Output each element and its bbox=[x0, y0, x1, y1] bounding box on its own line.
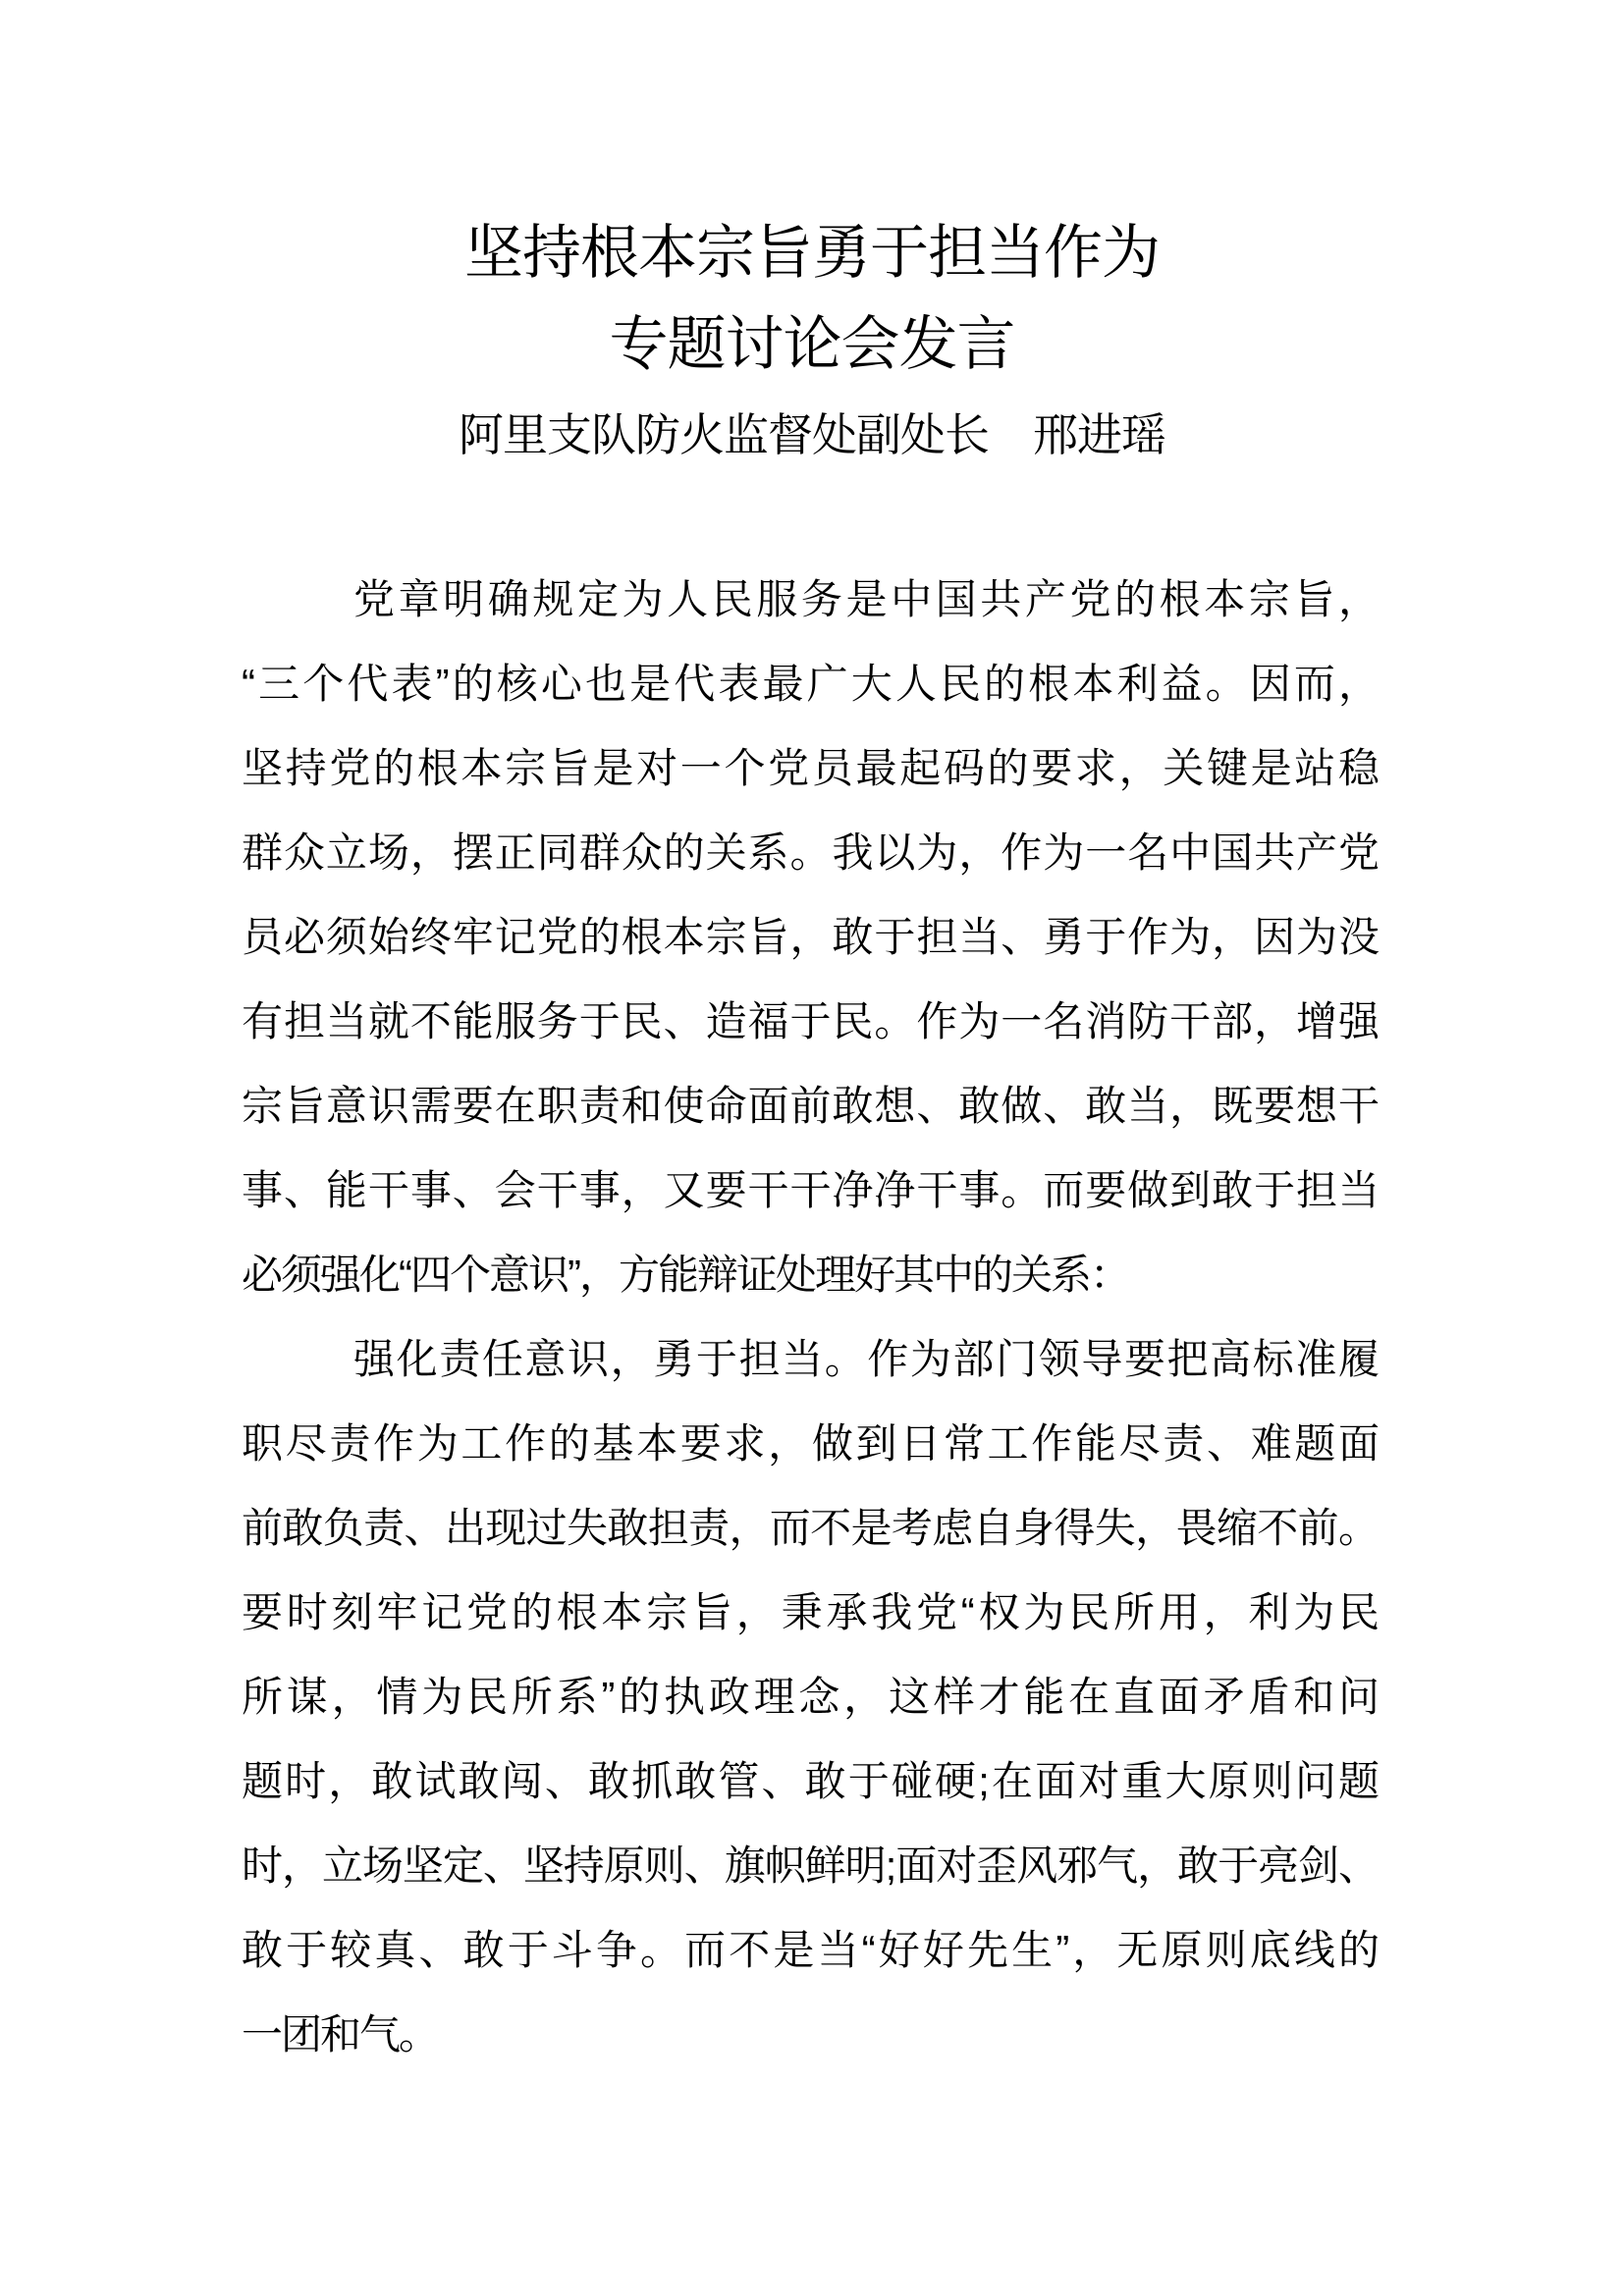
document-byline: 阿里支队防火监督处副处长 邢进瑶 bbox=[459, 409, 1165, 460]
paragraph-1-line-7: 宗旨意识需要在职责和使命面前敢想、敢做、敢当，既要想干 bbox=[242, 1083, 1378, 1129]
paragraph-2-line-3: 前敢负责、出现过失敢担责，而不是考虑自身得失，畏缩不前。 bbox=[242, 1505, 1378, 1551]
paragraph-1-line-9: 必须强化“四个意识”，方能辩证处理好其中的关系： bbox=[242, 1252, 1129, 1298]
document-title-line1: 坚持根本宗旨勇于担当作为 bbox=[464, 220, 1160, 286]
paragraph-2-line-6: 题时，敢试敢闯、敢抓敢管、敢于碰硬;在面对重大原则问题 bbox=[242, 1758, 1378, 1804]
paragraph-1-line-2: “三个代表”的核心也是代表最广大人民的根本利益。因而， bbox=[242, 661, 1378, 707]
paragraph-2-line-2: 职尽责作为工作的基本要求，做到日常工作能尽责、难题面 bbox=[242, 1420, 1378, 1467]
paragraph-1-line-5: 员必须始终牢记党的根本宗旨，敢于担当、勇于作为，因为没 bbox=[242, 914, 1378, 960]
paragraph-2-line-5: 所谋，情为民所系”的执政理念，这样才能在直面矛盾和问 bbox=[242, 1674, 1378, 1720]
paragraph-1-line-6: 有担当就不能服务于民、造福于民。作为一名消防干部，增强 bbox=[242, 998, 1378, 1044]
paragraph-2-line-7: 时，立场坚定、坚持原则、旗帜鲜明;面对歪风邪气，敢于亮剑、 bbox=[242, 1842, 1378, 1889]
document-heading bbox=[0, 207, 1624, 481]
paragraph-1-line-1: 党章明确规定为人民服务是中国共产党的根本宗旨， bbox=[353, 576, 1378, 622]
paragraph-2-line-1: 强化责任意识，勇于担当。作为部门领导要把高标准履 bbox=[353, 1336, 1378, 1382]
paragraph-2-line-9: 一团和气。 bbox=[242, 2011, 439, 2057]
paragraph-2-line-4: 要时刻牢记党的根本宗旨，秉承我党“权为民所用，利为民 bbox=[242, 1589, 1378, 1635]
paragraph-1-line-8: 事、能干事、会干事，又要干干净净干事。而要做到敢于担当 bbox=[242, 1167, 1378, 1213]
paragraph-2-line-8: 敢于较真、敢于斗争。而不是当“好好先生”，无原则底线的 bbox=[242, 1927, 1378, 1973]
paragraph-1-line-3: 坚持党的根本宗旨是对一个党员最起码的要求，关键是站稳 bbox=[242, 745, 1378, 791]
document-body bbox=[242, 558, 1378, 2077]
document-title-line2: 专题讨论会发言 bbox=[609, 311, 1015, 377]
paragraph-1-line-4: 群众立场，摆正同群众的关系。我以为，作为一名中国共产党 bbox=[242, 829, 1378, 876]
